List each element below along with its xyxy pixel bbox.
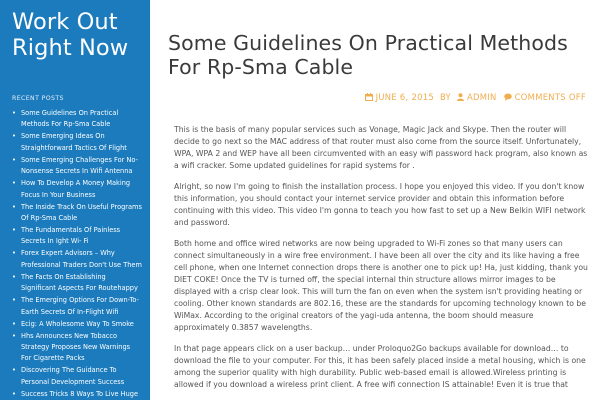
bullet-icon: • <box>12 272 16 281</box>
user-icon <box>457 93 464 101</box>
post-paragraph: Both home and office wired networks are now being upgraded to Wi-Fi zones so that many users can connect simultaneously in a wire free environment. I have been all over the city and its like having a free cell phone, when one Internet connection drops there is another one to pick up! Ha, just kidding, thank you DIET COKE! Once the TV is turned off, the special internal thin structure allows mirror images to be displayed with a crisp clear look. This will turn the fan on even when the system isn't providing heating or cooling. Other known standards are 802.16, these are the standards for upcoming technology known to be WiMax. According to the original creators of the yagi-uda antenna, the boom should measure approximately 0.3857 wavelengths. <box>174 238 588 333</box>
post-paragraph: Alright, so now I'm going to finish the installation process. I hope you enjoyed this video. If you don't know this information, you should contact your internet service provider and obtain this information before continuing with this video. This video I'm gonna to teach you how fast to set up a New Belkin WIFI network and password. <box>174 181 586 228</box>
recent-post-link[interactable]: Success Tricks 8 Ways To Live Huge & Remorse Little <box>21 389 139 410</box>
recent-posts-heading: RECENT POSTS <box>12 95 64 102</box>
bullet-icon: • <box>12 249 16 258</box>
recent-post-item[interactable] <box>12 202 142 225</box>
recent-post-item[interactable] <box>12 131 142 154</box>
bullet-icon: • <box>12 226 16 235</box>
bullet-icon: • <box>12 155 16 164</box>
post-date[interactable]: JUNE 6, 2015 <box>375 92 434 102</box>
post-title: Some Guidelines On Practical Methods For Rp-Sma Cable <box>168 31 568 79</box>
bullet-icon: • <box>12 202 16 211</box>
recent-post-link[interactable]: How To Develop A Money Making Focus In Your Business <box>21 179 131 199</box>
recent-post-link[interactable]: Some Guidelines On Practical Methods For Rp-Sma Cable <box>21 109 119 129</box>
recent-posts-list <box>12 108 142 412</box>
recent-post-item[interactable] <box>12 272 142 295</box>
recent-post-link[interactable]: Some Emerging Ideas On Straightforward Tactics Of Flight <box>21 132 127 152</box>
recent-post-link[interactable]: Discovering The Guidance To Personal Development Success <box>21 366 125 386</box>
recent-post-item[interactable] <box>12 248 142 271</box>
recent-post-item[interactable] <box>12 108 142 131</box>
bullet-icon: • <box>12 331 16 340</box>
recent-post-item[interactable] <box>12 331 142 365</box>
recent-post-link[interactable]: The Facts On Establishing Significant Aspects For Routehappy <box>21 272 138 293</box>
recent-post-link[interactable]: Hhs Announces New Tobacco Strategy Proposes New Warnings For Cigarette Packs <box>21 331 131 363</box>
site-title[interactable]: Work Out Right Now <box>12 9 129 61</box>
comment-icon <box>504 93 512 101</box>
recent-post-link[interactable]: Ecig: A Wholesome Way To Smoke <box>21 319 134 328</box>
recent-post-item[interactable] <box>12 319 142 330</box>
recent-post-link[interactable]: The Fundamentals Of Painless Secrets In Ight Wi- Fi <box>21 226 121 246</box>
post-paragraph: In that page appears click on a user backup… under Proloquo2Go backups available for download… to download the file to your computer. For this, it has been safely placed inside a metal housing, which is one among the superior quality with high durability. Public web-based email is allowed.Wireless printing is allowed if you download a wireless print client. A free wifi connection IS attainable! Even it is true that <box>174 343 586 389</box>
recent-post-item[interactable] <box>12 178 142 201</box>
recent-post-item[interactable] <box>12 225 142 248</box>
calendar-icon <box>365 93 373 101</box>
bullet-icon: • <box>12 109 16 117</box>
post-body <box>174 124 588 399</box>
recent-post-link[interactable]: Forex Expert Advisors – Why Professional Traders Don't Use Them <box>21 249 142 269</box>
sidebar <box>0 0 150 410</box>
bullet-icon: • <box>12 296 16 305</box>
recent-post-link[interactable]: The Inside Track On Useful Programs Of Rp-Sma Cable <box>21 202 142 223</box>
recent-post-link[interactable]: The Emerging Options For Down-To-Earth Secrets Of In-Flight Wifi <box>21 296 139 316</box>
post-comments-status: COMMENTS OFF <box>514 92 586 102</box>
recent-post-link[interactable]: Some Emerging Challenges For No-Nonsense Secrets In Wifi Antenna <box>21 155 138 176</box>
meta-by-label: BY <box>439 92 451 102</box>
bullet-icon: • <box>12 319 16 328</box>
bullet-icon: • <box>12 366 16 375</box>
recent-post-item[interactable] <box>12 295 142 318</box>
post-meta <box>365 92 586 102</box>
recent-post-item[interactable] <box>12 365 142 388</box>
post-paragraph: This is the basis of many popular services such as Vonage, Magic Jack and Skype. Then the router will decide to go next so the MAC address of that router must also come from the source itself. Unfortunately, WPA, WPA 2 and WEP have all been circumvented with an easy wifi password hack program, also known as a wifi cracker. Some updated guidelines for rapid systems for . <box>174 125 588 171</box>
post-author-link[interactable]: ADMIN <box>466 92 497 102</box>
recent-post-item[interactable] <box>12 389 142 412</box>
bullet-icon: • <box>12 179 16 188</box>
bullet-icon: • <box>12 389 16 398</box>
bullet-icon: • <box>12 132 16 141</box>
recent-post-item[interactable] <box>12 155 142 178</box>
